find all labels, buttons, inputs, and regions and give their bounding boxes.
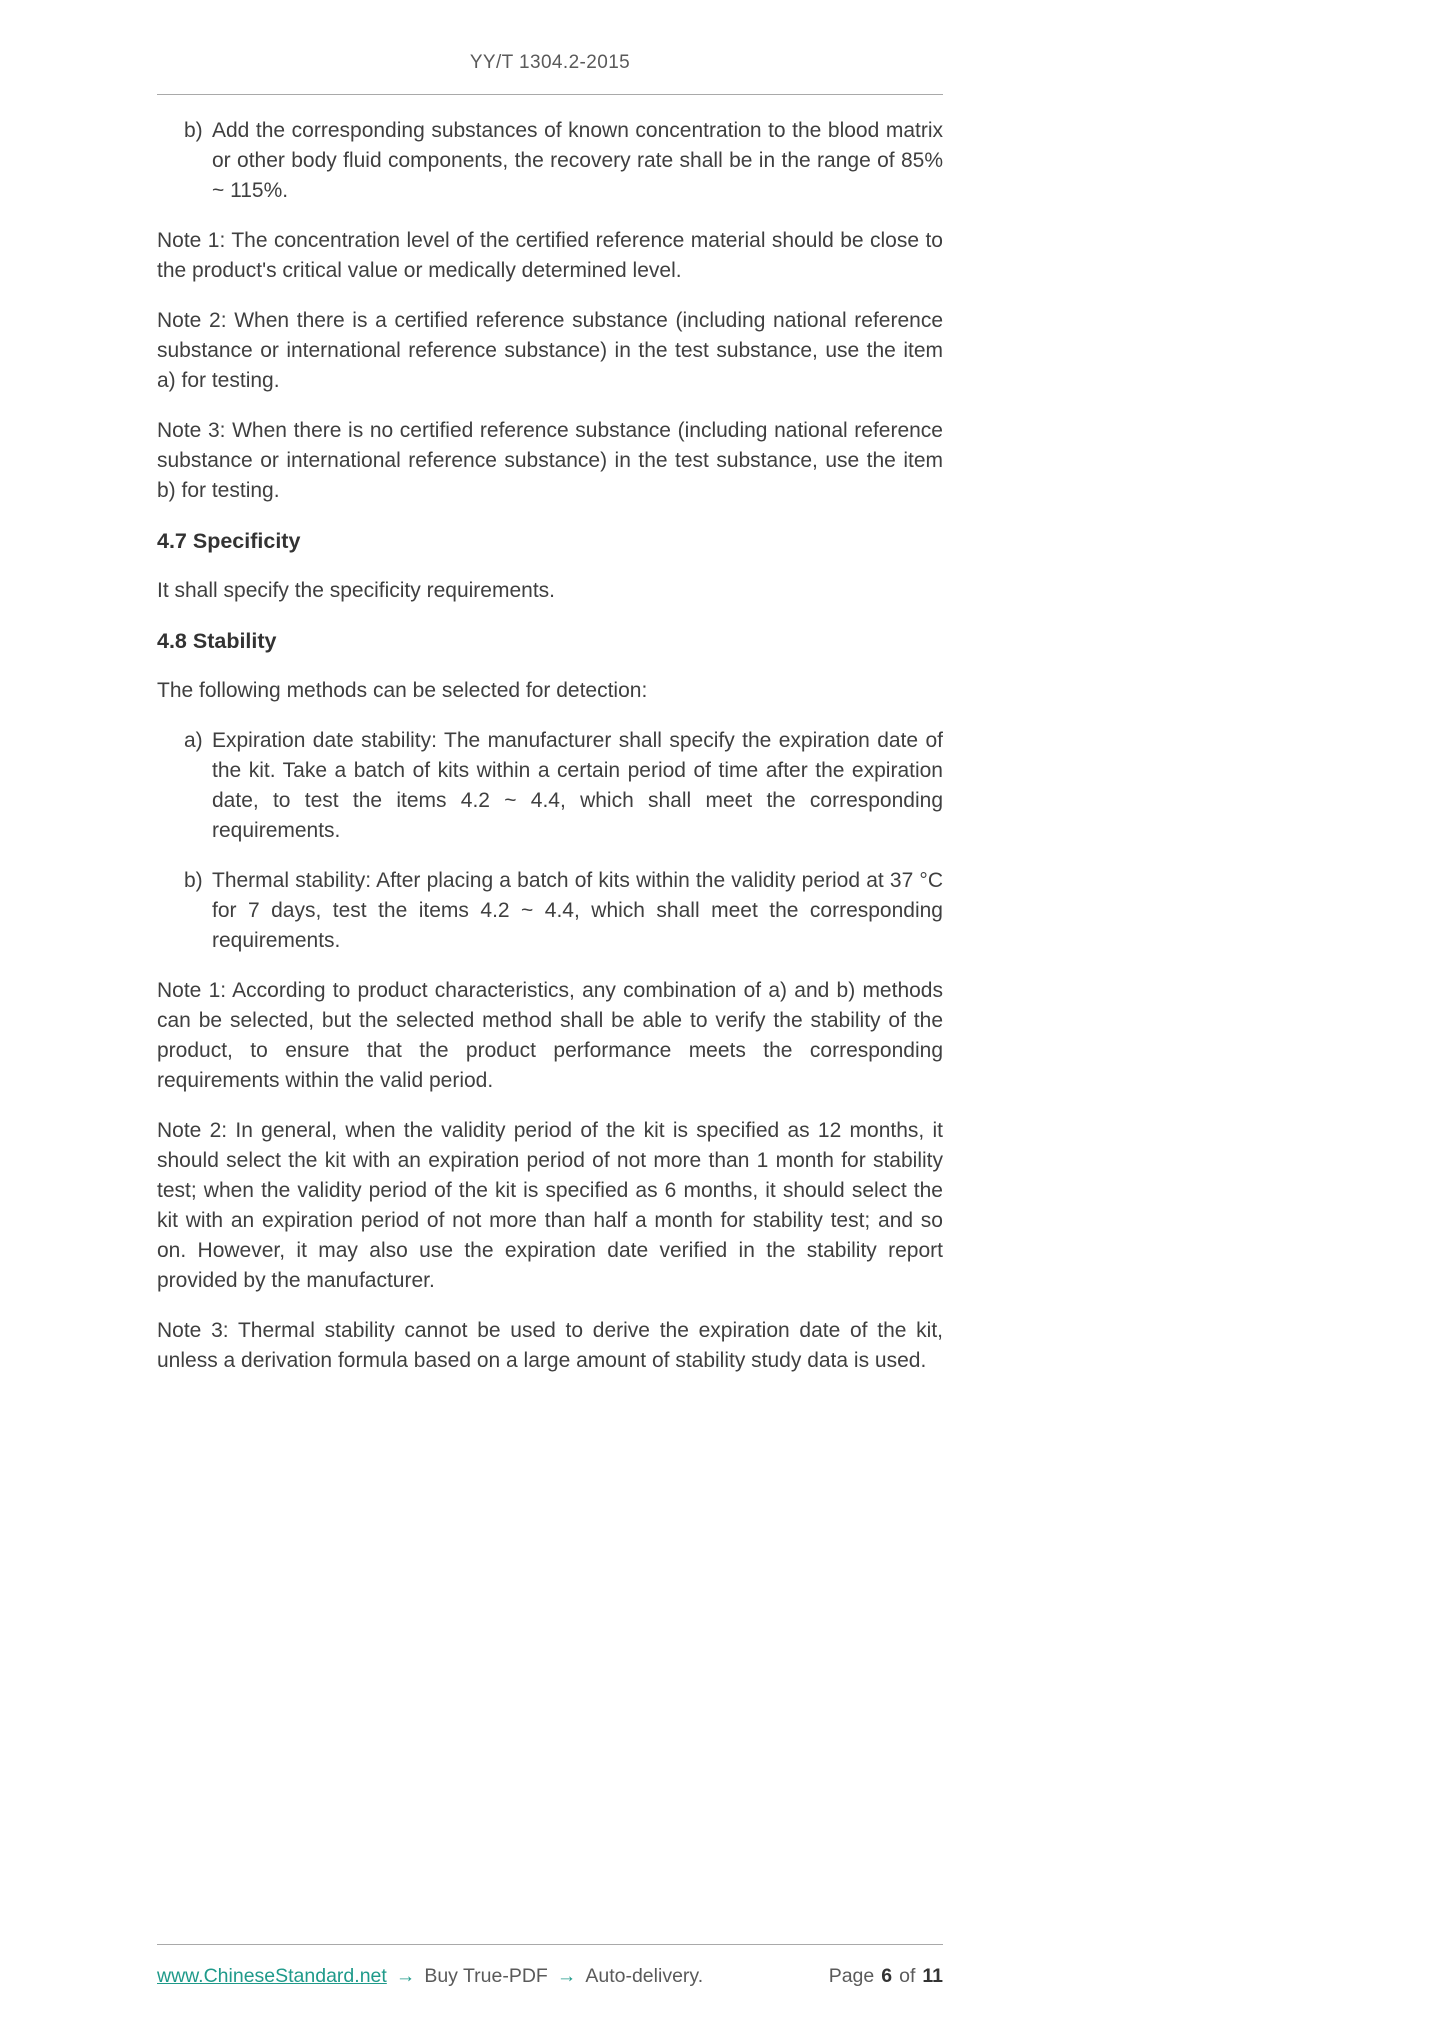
chinesestandard-link[interactable]: www.ChineseStandard.net: [157, 1965, 387, 1987]
list-marker: a): [184, 729, 203, 752]
list-item-text: Thermal stability: After placing a batch of kits within the validity period at 37 °C for 7 days, test the items 4.2 ~ 4.4, which shall meet the corresponding requirements.: [212, 869, 943, 952]
header-divider: [157, 94, 943, 95]
document-content: [157, 116, 943, 1396]
paragraph-4-8: The following methods can be selected for detection:: [157, 679, 648, 702]
list-item-a-expiration: [157, 726, 943, 846]
current-page-number: 6: [881, 1965, 893, 1987]
note-paragraph-stability-2: Note 2: In general, when the validity period of the kit is specified as 12 months, it should select the kit with an expiration period of not more than 1 month for stability test; when the validity period of the kit is specified as 6 months, it should select the kit with an expiration period of not more than half a month for stability test; and so on. However, it may also use the expiration date verified in the stability report provided by the manufacturer.: [157, 1119, 943, 1292]
note-paragraph-3: Note 3: When there is no certified reference substance (including national reference substance or international reference substance) in the test substance, use the item b) for testing.: [157, 419, 943, 502]
note-paragraph-1: Note 1: The concentration level of the certified reference material should be close to the product's critical value or medically determined level.: [157, 229, 943, 282]
footer-source-line: [157, 1965, 703, 1988]
list-item-text: Add the corresponding substances of known concentration to the blood matrix or other body fluid components, the recovery rate shall be in the range of 85% ~ 115%.: [212, 119, 943, 202]
list-item-b-thermal: [157, 866, 943, 956]
auto-delivery-label: Auto-delivery.: [585, 1965, 704, 1987]
footer-row: [157, 1965, 943, 1988]
arrow-icon: →: [395, 1965, 416, 1987]
note-paragraph-stability-3: Note 3: Thermal stability cannot be used to derive the expiration date of the kit, unless a derivation formula based on a large amount of stability study data is used.: [157, 1319, 943, 1372]
buy-true-pdf-label: Buy True-PDF: [424, 1965, 548, 1987]
page-footer: [157, 1944, 943, 1988]
page-header-title: YY/T 1304.2-2015: [469, 52, 631, 73]
note-paragraph-2: Note 2: When there is a certified reference substance (including national reference substance or international reference substance) in the test substance, use the item a) for testing.: [157, 309, 943, 392]
section-heading-4-7: 4.7 Specificity: [157, 529, 301, 553]
list-marker: b): [184, 119, 203, 142]
page-label: Page: [828, 1965, 875, 1987]
of-label: of: [899, 1965, 916, 1987]
list-item-text: Expiration date stability: The manufacturer shall specify the expiration date of the kit. Take a batch of kits within a certain period of time after the expiration date, to test the items 4.2 ~ 4.4, which shall meet the corresponding requirements.: [212, 729, 943, 842]
note-paragraph-stability-1: Note 1: According to product characteristics, any combination of a) and b) methods can be selected, but the selected method shall be able to verify the stability of the product, to ensure that the product performance meets the corresponding requirements within the valid period.: [157, 979, 943, 1092]
section-heading-4-8: 4.8 Stability: [157, 629, 277, 653]
paragraph-4-7: It shall specify the specificity requirements.: [157, 579, 555, 602]
footer-divider: [157, 1944, 943, 1945]
total-page-number: 11: [922, 1965, 943, 1987]
list-marker: b): [184, 869, 203, 892]
arrow-icon: →: [556, 1965, 577, 1987]
page-indicator: [829, 1965, 943, 1988]
list-item-b-recovery: [157, 116, 943, 206]
